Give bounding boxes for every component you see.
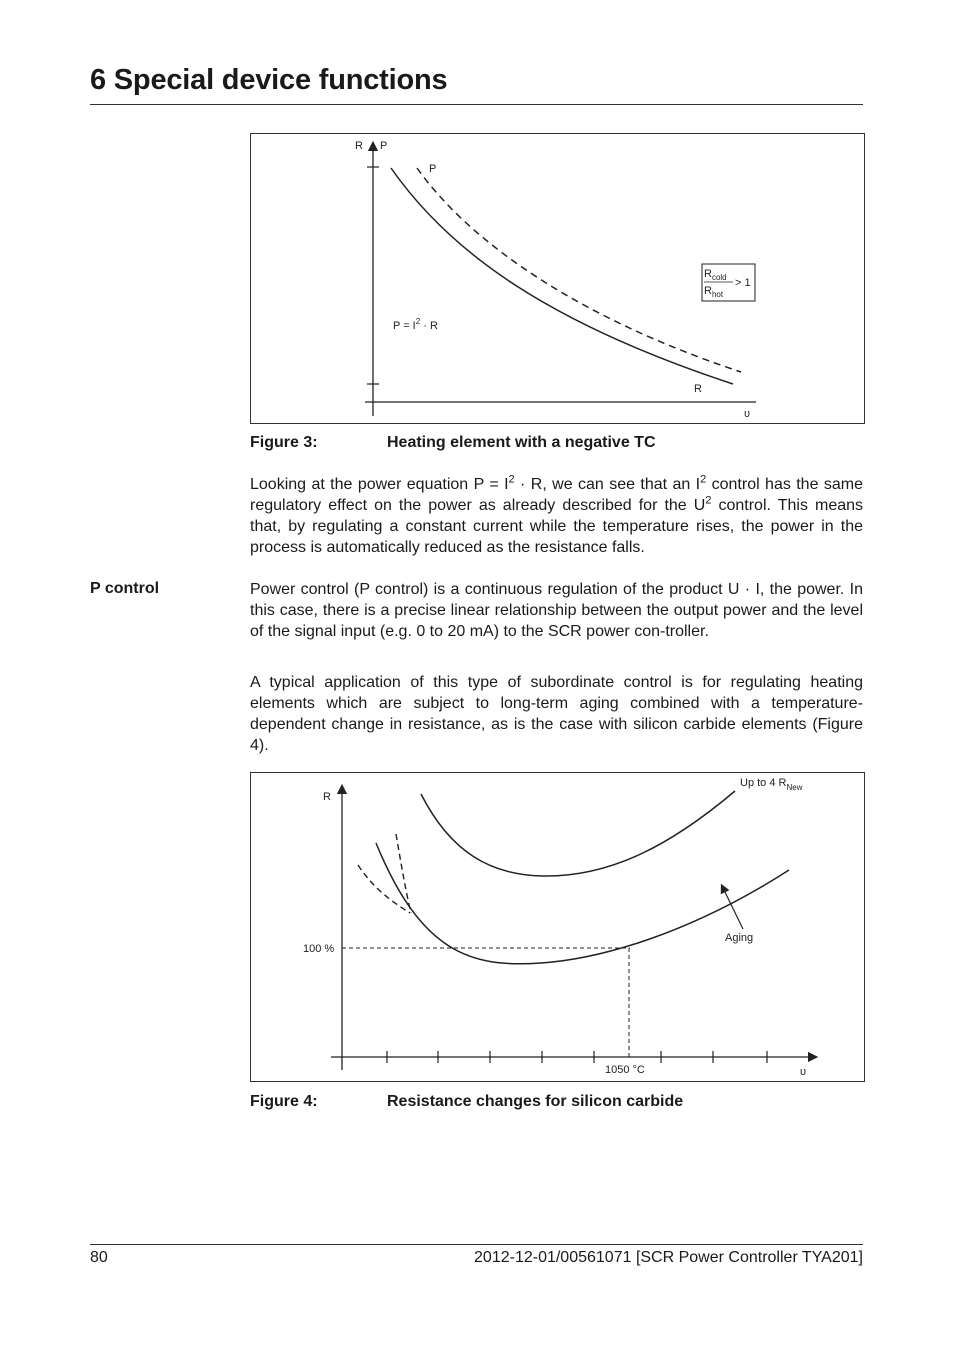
- document-reference: 2012-12-01/00561071 [SCR Power Controller TYA201]: [474, 1249, 863, 1266]
- figure-3-diagram: [251, 134, 864, 423]
- figure-4-aged-curve: [421, 791, 735, 876]
- figure-3-ratio-relation: > 1: [735, 277, 751, 289]
- figure-3-caption: [250, 434, 656, 452]
- figure-4-diagram: [251, 773, 864, 1081]
- figure-4-caption-number: Figure 4:: [250, 1093, 318, 1110]
- figure-4-r-axis-label: R: [323, 791, 331, 803]
- figure-3-r-axis-label: R: [355, 140, 363, 152]
- p-control-paragraph-2: A typical application of this type of subordinate control is for regulating heating elements which are subject to long-term aging combined with a temperature-dependent change in resistance, as is the case with silicon carbide elements (Figure 4).: [250, 674, 863, 754]
- figure-3-equation: $P = I^2 \cdot R$: [393, 317, 438, 332]
- figure-3-caption-text: Heating element with a negative TC: [387, 434, 656, 451]
- p-control-paragraph-1: Power control (P control) is a continuous regulation of the product U · I, the power. In this case, there is a precise linear relationship between the output power and the level of the signal input (e.g. 0 to 20 mA) to the SCR power con-troller.: [250, 581, 863, 640]
- figure-4-hundred-label: 100 %: [303, 943, 335, 955]
- figure-4-upto-label: Up to 4 $R_{New}$: [740, 777, 803, 792]
- figure-3-caption-number: Figure 3:: [250, 434, 318, 451]
- figure-3-p-axis-label: P: [380, 140, 388, 152]
- header-rule: [90, 104, 863, 105]
- chapter-title: 6 Special device functions: [90, 64, 448, 96]
- figure-3-r-curve-label: R: [694, 383, 702, 395]
- figure-4-caption: [250, 1093, 683, 1111]
- figure-3-theta-label: υ: [744, 408, 751, 420]
- figure-3: [250, 133, 865, 424]
- svg-text:Rhot: $R_{hot}$: [704, 285, 724, 299]
- figure-3-p-curve-label: P: [429, 163, 437, 175]
- figure-4-new-curve: [376, 843, 789, 964]
- p-control-heading: P control: [90, 580, 160, 597]
- figure-4-aging-arrow: [723, 888, 743, 929]
- svg-text:Rcold: $R_{cold}$: [704, 268, 727, 282]
- figure-4-aging-label: Aging: [725, 932, 754, 944]
- figure-4-theta-label: υ: [800, 1066, 807, 1078]
- page-number: 80: [90, 1249, 108, 1266]
- footer-rule: [90, 1244, 863, 1245]
- figure-4-caption-text: Resistance changes for silicon carbide: [387, 1093, 684, 1110]
- power-equation-paragraph: Looking at the power equation $P = I^2 \cdot R$, we can see that an $I^2$ control has the same regulatory effect on the power as already described for the $U^2$ control. This means that, by regulating a constant current while the temperature rises, the power in the process is automatically reduced as the resistance falls.: [250, 473, 864, 556]
- figure-4: [250, 772, 865, 1082]
- figure-3-p-curve: [417, 168, 741, 372]
- figure-4-temp-label: 1050 °C: [605, 1064, 645, 1076]
- figure-3-r-curve: [391, 168, 733, 384]
